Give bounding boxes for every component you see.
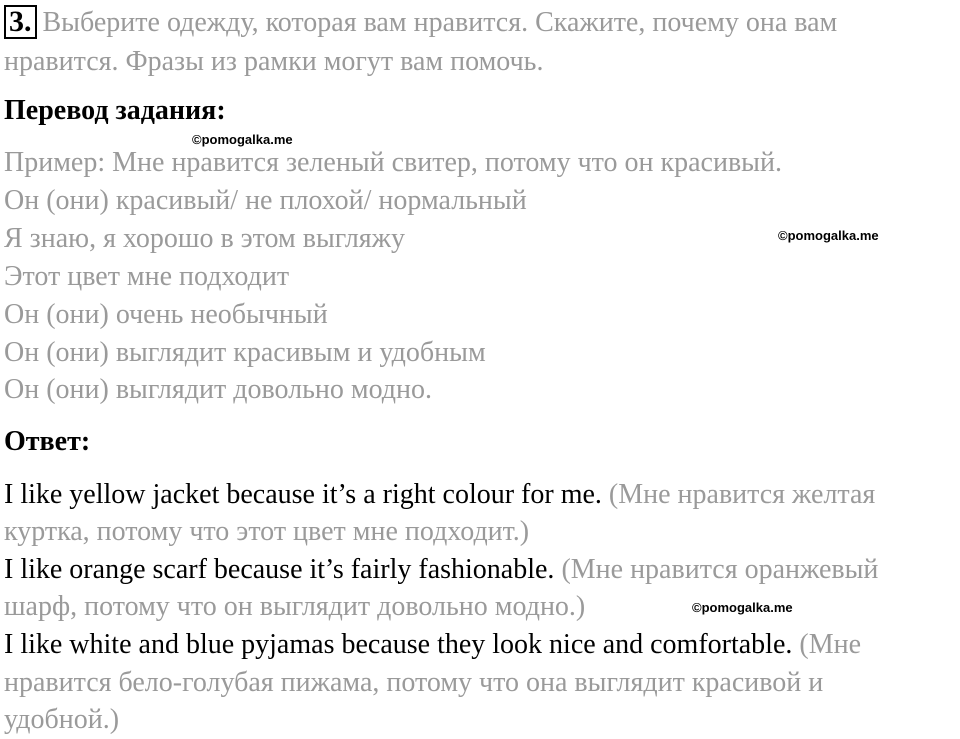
answer-translation: (Мне [792,629,862,660]
answer-english: I like orange scarf because it’s fairly fashionable. [4,554,555,585]
answer-item-2-line-1 [4,553,878,587]
translation-line: Этот цвет мне подходит [4,261,290,292]
watermark: ©pomogalka.me [192,132,293,147]
task-text-1: Выберите одежду, которая вам нравится. Скажите, почему она вам [42,7,838,38]
answer-translation: (Мне нравится оранжевый [554,554,879,585]
watermark: ©pomogalka.me [778,228,879,243]
task-line-1 [4,5,837,40]
translation-line: Он (они) красивый/ не плохой/ нормальный [4,185,527,216]
answer-item-1-line-1 [4,478,875,512]
answer-english: I like white and blue pyjamas because they look nice and comfortable. [4,629,793,660]
translation-line: Я знаю, я хорошо в этом выгляжу [4,223,406,254]
translation-line: Он (они) выглядит красивым и удобным [4,337,486,368]
answer-translation: (Мне нравится желтая [601,479,876,510]
answer-item-1-line-2: куртка, потому что этот цвет мне подходит.) [4,516,530,547]
answer-english: I like yellow jacket because it’s a right colour for me. [4,479,602,510]
task-number: 3. [4,5,37,39]
translation-line: Он (они) выглядит довольно модно. [4,374,433,405]
translation-heading: Перевод задания: [4,95,226,126]
translation-line: Пример: Мне нравится зеленый свитер, потому что он красивый. [4,147,782,178]
answer-item-3-line-3: удобной.) [4,704,120,735]
watermark: ©pomogalka.me [692,600,793,615]
answer-item-3-line-1 [4,628,861,662]
answer-item-3-line-2: нравится бело-голубая пижама, потому что она выглядит красивой и [4,667,824,698]
answer-item-2-line-2: шарф, потому что он выглядит довольно модно.) [4,591,586,622]
answer-heading: Ответ: [4,426,91,457]
task-line-2: нравится. Фразы из рамки могут вам помочь. [4,46,544,77]
translation-line: Он (они) очень необычный [4,299,328,330]
